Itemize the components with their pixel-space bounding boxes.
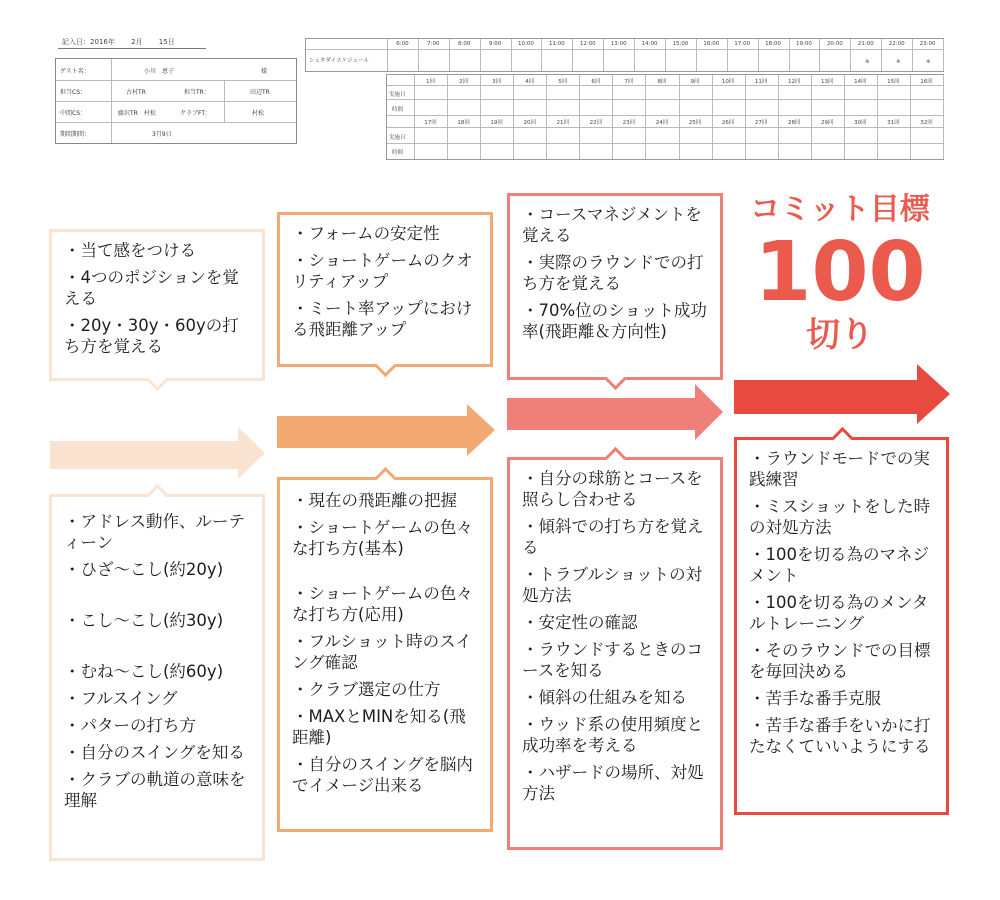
schedule-time: 21:00 [857, 41, 874, 47]
task-item: ・100を切る為のメンタルトレーニング [749, 593, 929, 633]
goal-item: ・フォームの安定性 [292, 224, 440, 243]
grid-line [513, 75, 514, 159]
task-item: ・クラブの軌道の意味を理解 [64, 770, 246, 810]
task-item: ・現在の飛距離の把握 [292, 491, 457, 510]
goal-item: ・70%位のショット成功率(飛距離＆方向性) [522, 301, 707, 341]
tr-label: 担当TR： [184, 89, 210, 96]
task-item: ・ラウンドモードでの実践練習 [749, 449, 930, 489]
grid-line [712, 75, 713, 159]
task-item: ・自分のスイングを知る [64, 743, 245, 762]
round-number: 28回 [787, 120, 801, 126]
grid-line [480, 75, 481, 159]
goal-item: ・4つのポジションを覚える [64, 268, 239, 308]
schedule-time: 14:00 [641, 41, 658, 47]
task-item: ・アドレス動作、ルーティーン [64, 512, 246, 552]
stage3-task-box [507, 457, 723, 850]
club-ft-label: クラブFT： [180, 110, 212, 117]
club-ft-value: 村松 [252, 110, 265, 117]
round-row-label: 実施日 [389, 92, 406, 98]
round-number: 23回 [622, 120, 636, 126]
schedule-mark: ※ [926, 59, 931, 65]
schedule-time: 11:00 [548, 41, 565, 47]
round-number: 18回 [457, 120, 470, 126]
schedule-grid [305, 38, 944, 72]
guest-name-label: ゲスト名： [60, 68, 90, 75]
task-item: ・ショートゲームの色々な打ち方(基本) [292, 518, 473, 558]
stage1-task-box [49, 494, 265, 861]
grid-line [679, 75, 680, 159]
stage1-arrow [50, 425, 265, 481]
commit-goal-suffix: 切り [806, 315, 874, 355]
task-item: ・そのラウンドでの目標を毎回決める [749, 641, 931, 681]
task-item: ・ウッド系の使用頻度と成功率を考える [522, 715, 704, 755]
round-number: 31回 [887, 120, 900, 126]
round-number: 7回 [624, 79, 634, 85]
task-item: ・フルスイング [64, 689, 178, 708]
task-item: ・ラウンドするときのコースを知る [522, 640, 704, 680]
round-number: 9回 [690, 79, 700, 85]
entry-date-year: 記入日：2016年 [62, 38, 115, 46]
grid-line [612, 75, 613, 159]
goal-item: ・ショートゲームのクオリティアップ [292, 251, 473, 291]
task-item: ・MAXとMINを知る(飛距離) [292, 707, 466, 747]
task-item: ・苦手な番手をいかに打たなくていいようにする [749, 716, 931, 756]
goal-item: ・当て感をつける [64, 241, 196, 260]
task-item: ・100を切る為のマネジメント [749, 545, 929, 585]
task-item: ・傾斜の仕組みを知る [522, 688, 687, 707]
round-number: 16回 [920, 79, 933, 85]
goal-item: ・コースマネジメントを覚える [522, 205, 702, 245]
mid-cs-label: 中間CS： [60, 110, 86, 117]
stage3-goal-box [507, 193, 723, 380]
round-number: 21回 [556, 120, 570, 126]
schedule-time: 9:00 [488, 41, 502, 47]
stage4-task-box [734, 437, 949, 815]
task-item: ・苦手な番手克服 [749, 689, 881, 708]
grid-line [447, 75, 448, 159]
task-item: ・ひざ～こし(約20y) [64, 560, 224, 579]
round-number: 5回 [558, 79, 568, 85]
stage2-goal-box [277, 212, 493, 367]
schedule-time: 12:00 [579, 41, 596, 47]
round-number: 17回 [424, 120, 437, 126]
round-number: 10回 [721, 79, 735, 85]
tr-value: 田辺TR [250, 89, 270, 96]
goal-item: ・実際のラウンドでの打ち方を覚える [522, 253, 704, 293]
round-number: 2回 [459, 79, 469, 85]
task-item: ・ハザードの場所、対処方法 [522, 763, 704, 803]
stage4-arrow [734, 364, 950, 424]
round-number: 3回 [492, 79, 502, 85]
round-row-label: 時間 [392, 150, 404, 156]
round-number: 15回 [887, 79, 900, 85]
stage2-task-box [277, 477, 493, 832]
schedule-time: 10:00 [518, 41, 534, 47]
round-grid [386, 74, 944, 160]
task-item: ・むね～こし(約60y) [64, 662, 224, 681]
guest-info-form [55, 58, 297, 144]
round-number: 6回 [591, 79, 601, 85]
goal-item: ・ミート率アップにおける飛距離アップ [292, 299, 473, 339]
task-item: ・ショートゲームの色々な打ち方(応用) [292, 584, 473, 624]
round-number: 20回 [523, 120, 536, 126]
round-number: 26回 [721, 120, 735, 126]
grid-line [943, 39, 944, 71]
stage2-arrow [277, 402, 495, 460]
schedule-time: 18:00 [765, 41, 782, 47]
grid-line [645, 75, 646, 159]
task-item: ・傾斜での打ち方を覚える [522, 517, 704, 557]
commit-goal-title: コミット目標 [750, 192, 930, 227]
entry-date [62, 37, 189, 47]
guest-name-value: 小川 恵子 [144, 68, 175, 75]
stage1-goal-box [49, 229, 265, 381]
round-number: 24回 [655, 120, 669, 126]
task-item: ・クラブ選定の仕方 [292, 680, 441, 699]
mid-cs-value: 藤沢TR 村松 [118, 110, 156, 117]
round-number: 14回 [854, 79, 867, 85]
round-number: 25回 [688, 120, 702, 126]
round-number: 27回 [754, 120, 768, 126]
schedule-time: 20:00 [826, 41, 843, 47]
round-number: 1回 [426, 79, 436, 85]
round-number: 29回 [821, 120, 834, 126]
schedule-mark: ※ [896, 59, 901, 65]
round-row-label: 時間 [392, 107, 404, 113]
entry-date-month: 2月 [131, 38, 143, 46]
round-number: 32回 [920, 120, 933, 126]
task-item: ・自分の球筋とコースを照らし合わせる [522, 469, 703, 509]
round-number: 22回 [589, 120, 603, 126]
schedule-row-label: シュタダイスケジュール [309, 58, 369, 64]
period-value: 3月9日 [152, 131, 172, 138]
task-item: ・こし～こし(約30y) [64, 611, 224, 630]
entry-date-day: 15日 [158, 38, 175, 46]
grid-line [778, 75, 779, 159]
task-item: ・ミスショットをした時の対処方法 [749, 497, 931, 537]
schedule-time: 16:00 [703, 41, 720, 47]
goal-item: ・20y・30y・60yの打ち方を覚える [64, 316, 239, 356]
schedule-time: 19:00 [796, 41, 812, 47]
schedule-time: 6:00 [396, 41, 409, 47]
task-item: ・自分のスイングを脳内でイメージ出来る [292, 755, 473, 795]
round-number: 30回 [854, 120, 867, 126]
grid-line [579, 75, 580, 159]
schedule-time: 23:00 [919, 41, 936, 47]
task-item: ・トラブルショットの対処方法 [522, 565, 703, 605]
round-number: 11回 [754, 79, 768, 85]
grid-line [943, 75, 944, 159]
period-label: 期間期間： [60, 131, 91, 138]
grid-line [546, 75, 547, 159]
commit-goal [733, 192, 947, 354]
cs-value: 古村TR [126, 89, 146, 96]
schedule-mark: ※ [865, 59, 870, 65]
grid-line [745, 75, 746, 159]
round-number: 13回 [821, 79, 834, 85]
guest-honorific: 様 [261, 68, 268, 75]
round-number: 19回 [490, 120, 503, 126]
round-number: 12回 [787, 79, 801, 85]
commit-goal-number: 100 [754, 225, 926, 320]
grid-line [910, 75, 911, 159]
stage3-arrow [507, 384, 723, 442]
date-underline [58, 48, 206, 49]
schedule-time: 8:00 [458, 41, 471, 47]
round-number: 8回 [657, 79, 667, 85]
grid-line [844, 75, 845, 159]
schedule-time: 15:00 [672, 41, 689, 47]
schedule-time: 7:00 [427, 41, 440, 47]
round-row-label: 実施日 [389, 135, 406, 141]
grid-line [811, 75, 812, 159]
grid-line [877, 75, 878, 159]
schedule-time: 17:00 [734, 41, 751, 47]
cs-label: 担当CS： [60, 89, 86, 96]
schedule-time: 13:00 [610, 41, 627, 47]
task-item: ・パターの打ち方 [64, 716, 196, 735]
task-item: ・安定性の確認 [522, 613, 638, 632]
round-number: 4回 [525, 79, 535, 85]
schedule-time: 22:00 [888, 41, 905, 47]
task-item: ・フルショット時のスイング確認 [292, 632, 472, 672]
